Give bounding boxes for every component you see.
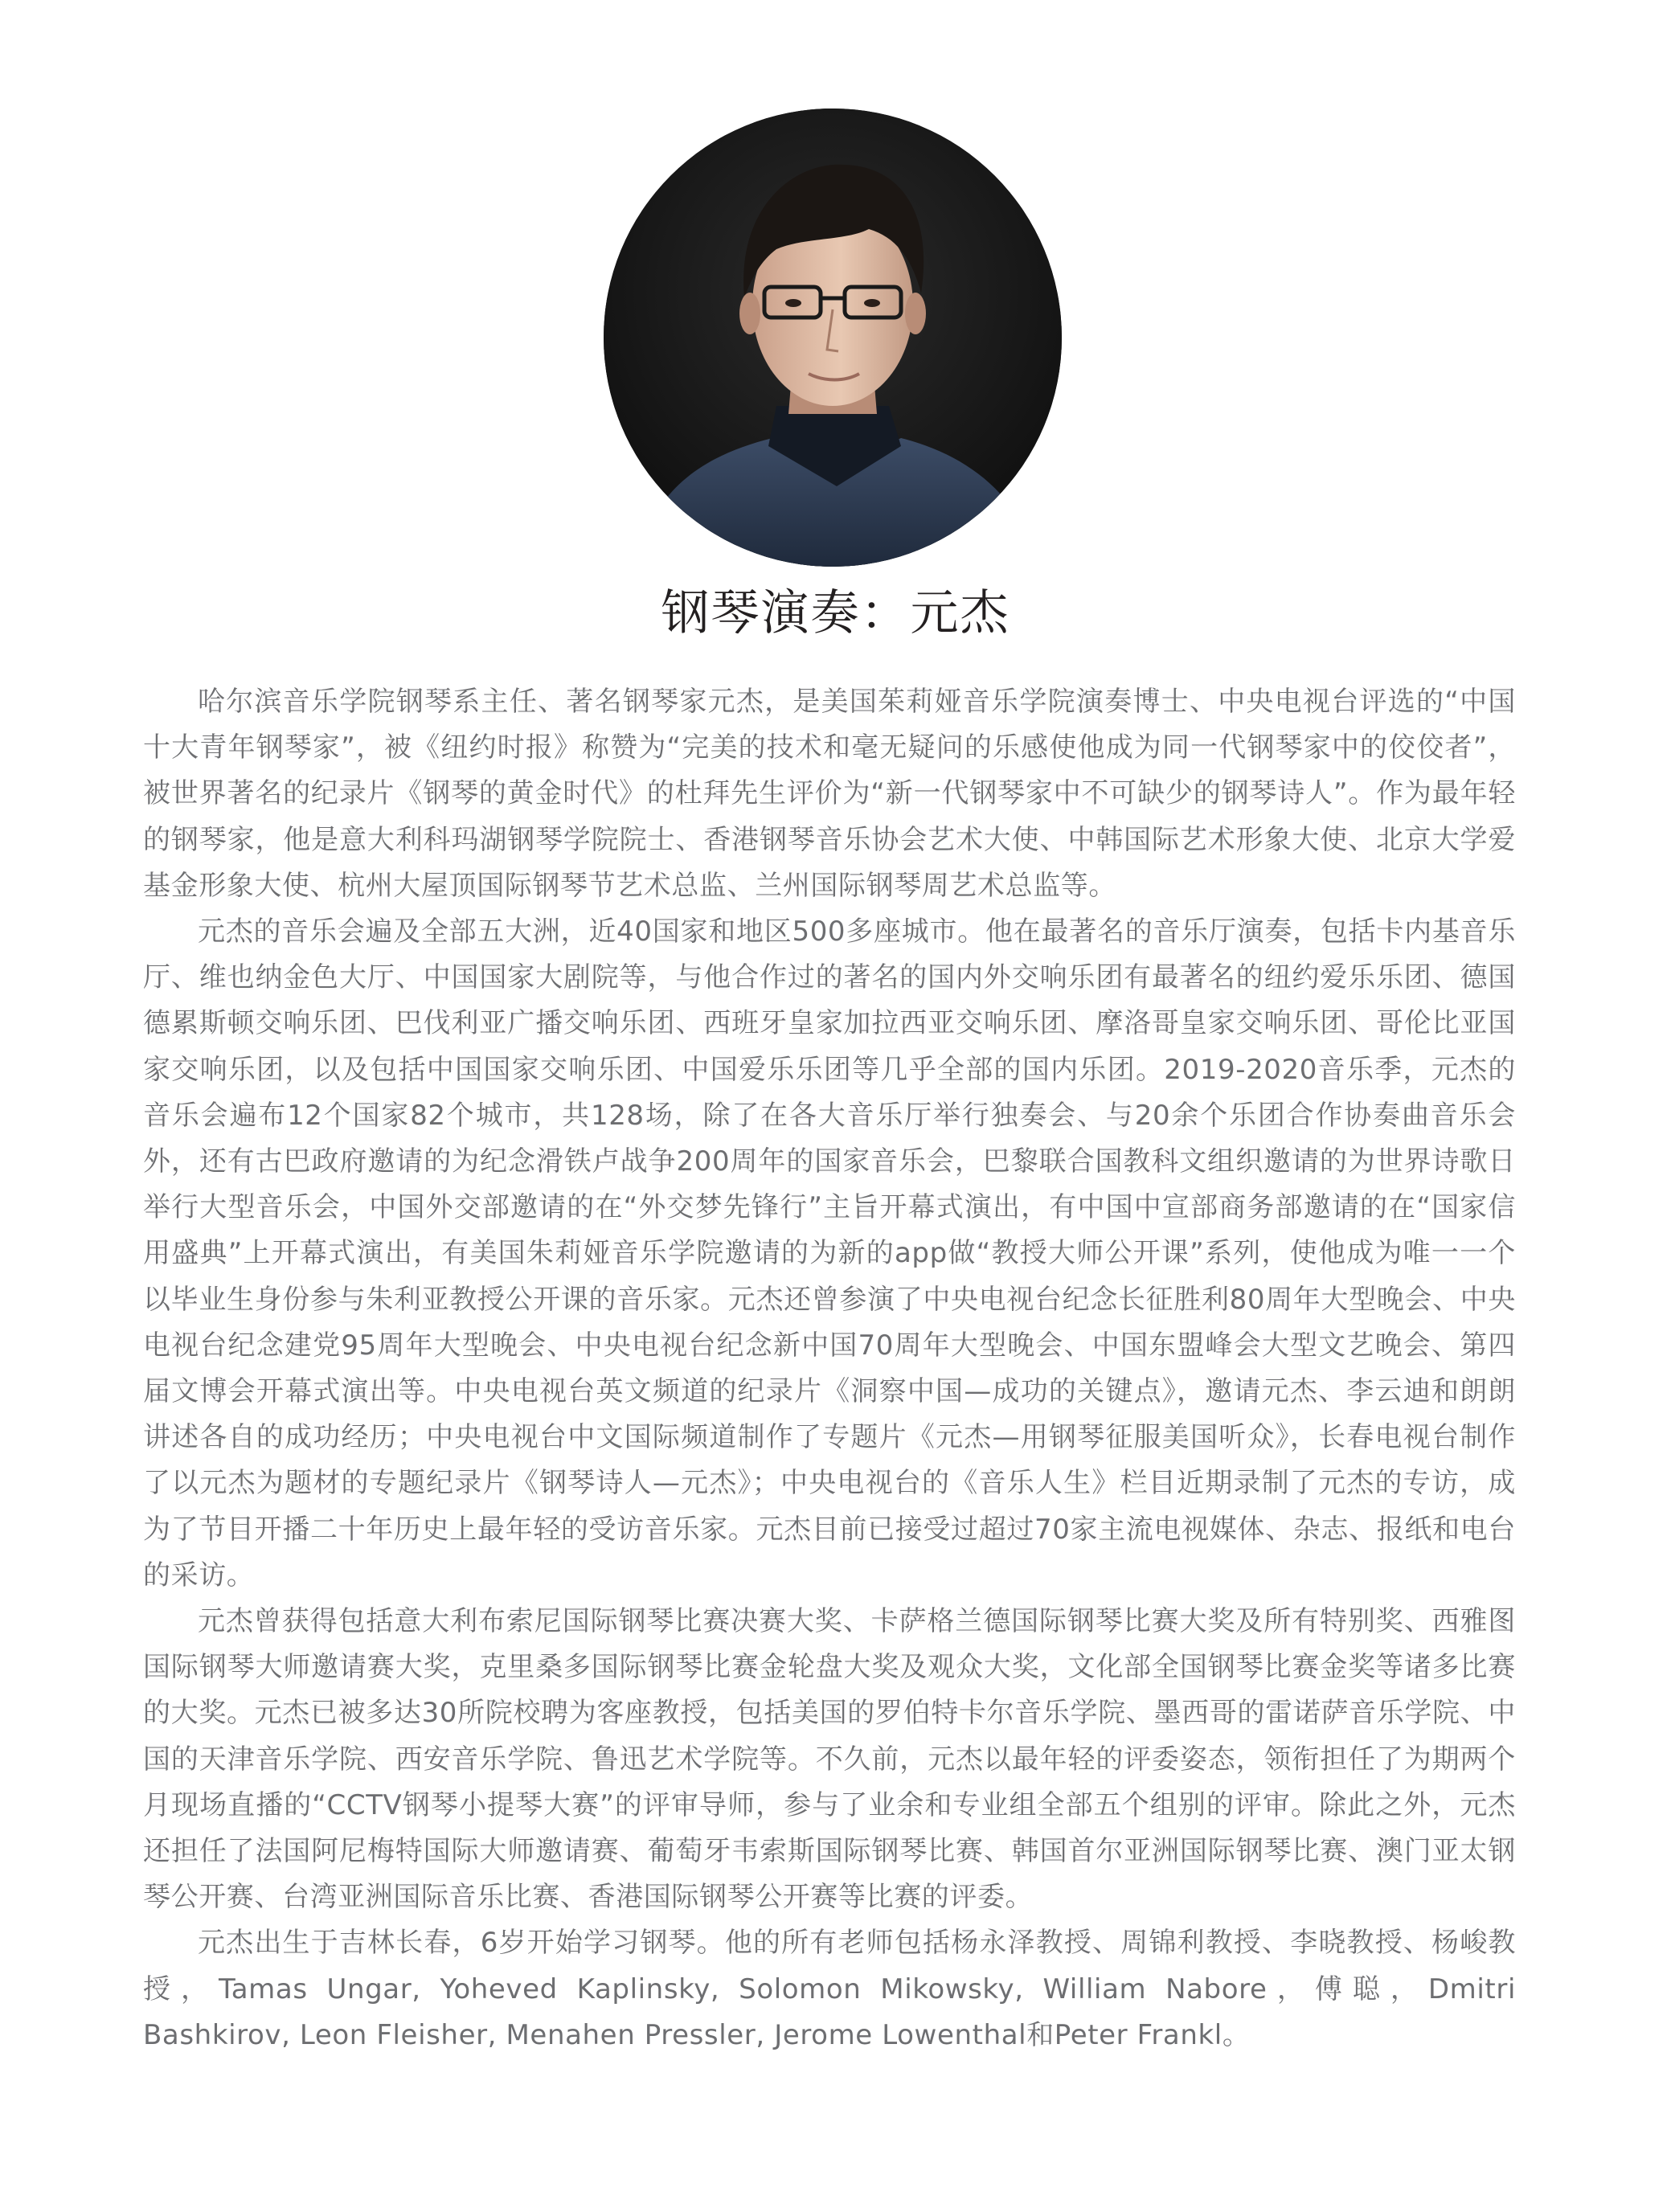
biography-text bbox=[143, 679, 1516, 2058]
bio-paragraph-2: 元杰的音乐会遍及全部五大洲，近40国家和地区500多座城市。他在最著名的音乐厅演奏，包括卡内基音乐厅、维也纳金色大厅、中国国家大剧院等，与他合作过的著名的国内外交响乐团有最著名的纽约爱乐乐团、德国德累斯顿交响乐团、巴伐利亚广播交响乐团、西班牙皇家加拉西亚交响乐团、摩洛哥皇家交响乐团、哥伦比亚国家交响乐团，以及包括中国国家交响乐团、中国爱乐乐团等几乎全部的国内乐团。2019-2020音乐季，元杰的音乐会遍布12个国家82个城市，共128场，除了在各大音乐厅举行独奏会、与20余个乐团合作协奏曲音乐会外，还有古巴政府邀请的为纪念滑铁卢战争200周年的国家音乐会，巴黎联合国教科文组织邀请的为世界诗歌日举行大型音乐会，中国外交部邀请的在“外交梦先锋行”主旨开幕式演出，有中国中宣部商务部邀请的在“国家信用盛典”上开幕式演出，有美国朱莉娅音乐学院邀请的为新的app做“教授大师公开课”系列，使他成为唯一一个以毕业生身份参与朱利亚教授公开课的音乐家。元杰还曾参演了中央电视台纪念长征胜利80周年大型晚会、中央电视台纪念建党95周年大型晚会、中央电视台纪念新中国70周年大型晚会、中国东盟峰会大型文艺晚会、第四届文博会开幕式演出等。中央电视台英文频道的纪录片《洞察中国—成功的关键点》，邀请元杰、李云迪和朗朗讲述各自的成功经历；中央电视台中文国际频道制作了专题片《元杰—用钢琴征服美国听众》，长春电视台制作了以元杰为题材的专题纪录片《钢琴诗人—元杰》；中央电视台的《音乐人生》栏目近期录制了元杰的专访，成为了节目开播二十年历史上最年轻的受访音乐家。元杰目前已接受过超过70家主流电视媒体、杂志、报纸和电台的采访。 bbox=[143, 916, 1516, 1591]
bio-paragraph-3: 元杰曾获得包括意大利布索尼国际钢琴比赛决赛大奖、卡萨格兰德国际钢琴比赛大奖及所有特别奖、西雅图国际钢琴大师邀请赛大奖，克里桑多国际钢琴比赛金轮盘大奖及观众大奖，文化部全国钢琴比赛金奖等诸多比赛的大奖。元杰已被多达30所院校聘为客座教授，包括美国的罗伯特卡尔音乐学院、墨西哥的雷诺萨音乐学院、中国的天津音乐学院、西安音乐学院、鲁迅艺术学院等。不久前，元杰以最年轻的评委姿态，领衔担任了为期两个月现场直播的“CCTV钢琴小提琴大赛”的评审导师，参与了业余和专业组全部五个组别的评审。除此之外，元杰还担任了法国阿尼梅特国际大师邀请赛、葡萄牙韦索斯国际钢琴比赛、韩国首尔亚洲国际钢琴比赛、澳门亚太钢琴公开赛、台湾亚洲国际音乐比赛、香港国际钢琴公开赛等比赛的评委。 bbox=[143, 1605, 1516, 1914]
bio-paragraph-4: 元杰出生于吉林长春，6岁开始学习钢琴。他的所有老师包括杨永泽教授、周锦利教授、李晓教授、杨峻教授，Tamas Ungar, Yoheved Kaplinsky, Solomon Mikowsky, William Nabore，傅聪，Dmitri Bashkirov, Leon Fleisher, Menahen Pressler, Jerome Lowenthal和Peter Frankl。 bbox=[143, 1927, 1516, 2051]
bio-paragraph-1: 哈尔滨音乐学院钢琴系主任、著名钢琴家元杰，是美国茱莉娅音乐学院演奏博士、中央电视台评选的“中国十大青年钢琴家”，被《纽约时报》称赞为“完美的技术和毫无疑问的乐感使他成为同一代钢琴家中的佼佼者”，被世界著名的纪录片《钢琴的黄金时代》的杜拜先生评价为“新一代钢琴家中不可缺少的钢琴诗人”。作为最年轻的钢琴家，他是意大利科玛湖钢琴学院院士、香港钢琴音乐协会艺术大使、中韩国际艺术形象大使、北京大学爱基金形象大使、杭州大屋顶国际钢琴节艺术总监、兰州国际钢琴周艺术总监等。 bbox=[143, 686, 1516, 902]
pianist-portrait bbox=[604, 109, 1062, 567]
page-title: 钢琴演奏：元杰 bbox=[661, 585, 1010, 641]
